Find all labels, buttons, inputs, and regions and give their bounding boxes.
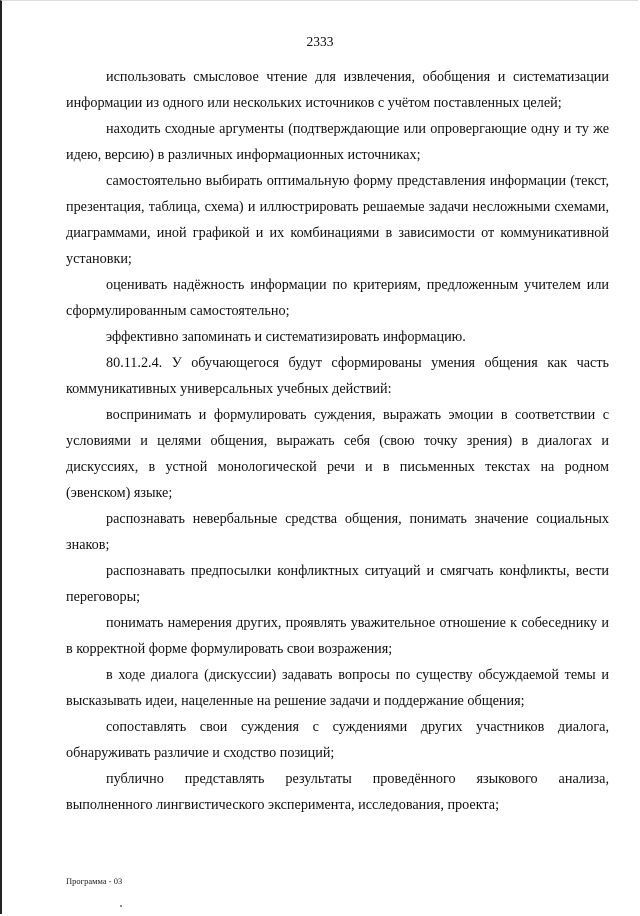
paragraph: воспринимать и формулировать суждения, выражать эмоции в соответствии с условиями и целями общения, выражать себя (свою точку зрения) в диалогах и дискуссиях, в устной монологической речи и в письменных текстах на родном (эвенском) языке; <box>66 407 609 501</box>
paragraph: самостоятельно выбирать оптимальную форму представления информации (текст, презентация, таблица, схема) и иллюстрировать решаемые задачи несложными схемами, диаграммами, иной графикой и их комбинациями в зависимости от коммуникативной установки; <box>66 173 609 267</box>
section-heading-paragraph: 80.11.2.4. У обучающегося будут сформированы умения общения как часть коммуникативных универсальных учебных действий: <box>66 355 609 397</box>
footer-label: Программа - 03 <box>66 876 123 886</box>
page-number: 2333 <box>306 34 334 49</box>
paragraph: распознавать предпосылки конфликтных ситуаций и смягчать конфликты, вести переговоры; <box>66 563 609 605</box>
paragraph: сопоставлять свои суждения с суждениями других участников диалога, обнаруживать различие и сходство позиций; <box>66 719 609 761</box>
paragraph: понимать намерения других, проявлять уважительное отношение к собеседнику и в корректной форме формулировать свои возражения; <box>66 615 609 657</box>
paragraph: находить сходные аргументы (подтверждающие или опровергающие одну и ту же идею, версию) в различных информационных источниках; <box>66 121 609 163</box>
paragraph: оценивать надёжность информации по критериям, предложенным учителем или сформулированным самостоятельно; <box>66 277 609 319</box>
paragraph: в ходе диалога (дискуссии) задавать вопросы по существу обсуждаемой темы и высказывать идеи, нацеленные на решение задачи и поддержание общения; <box>66 667 609 709</box>
scan-speck <box>120 905 122 907</box>
paragraph: распознавать невербальные средства общения, понимать значение социальных знаков; <box>66 511 609 553</box>
document-body <box>66 64 609 818</box>
paragraph: публично представлять результаты проведённого языкового анализа, выполненного лингвистического эксперимента, исследования, проекта; <box>66 771 609 813</box>
paragraph: использовать смысловое чтение для извлечения, обобщения и систематизации информации из одного или нескольких источников с учётом поставленных целей; <box>66 69 609 111</box>
paragraph: эффективно запоминать и систематизировать информацию. <box>106 329 466 345</box>
